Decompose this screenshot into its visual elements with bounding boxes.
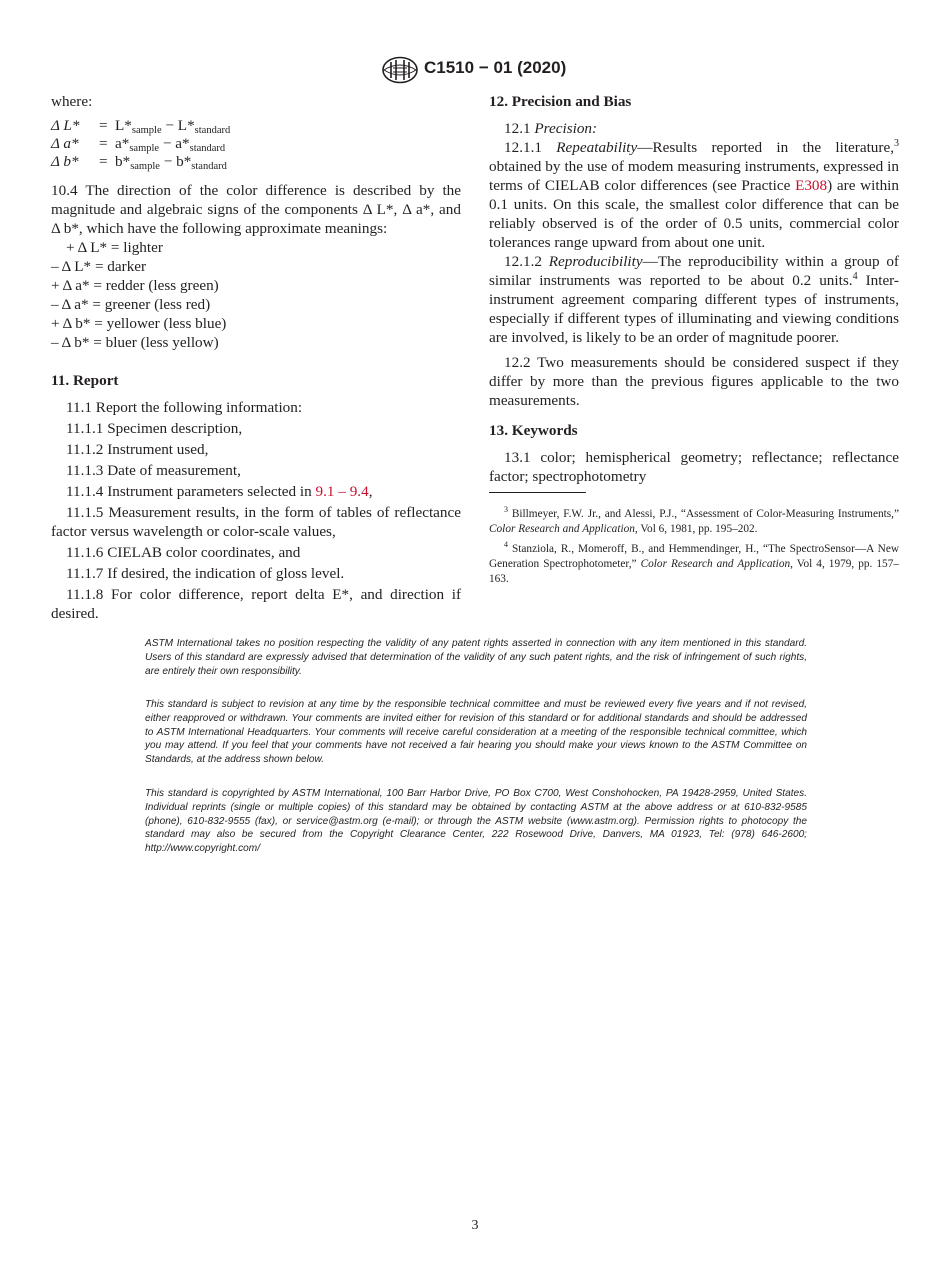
section-11-heading: 11. Report [51,372,119,389]
meaning-item: + Δ a* = redder (less green) [51,277,219,294]
meaning-item: – Δ a* = greener (less red) [51,296,211,313]
meanings-list [51,238,461,352]
right-column [489,92,899,587]
paragraph-11-1-1: 11.1.1 Specimen description, [66,420,243,437]
paragraph-11-1-6: 11.1.6 CIELAB color coordinates, and [66,544,301,561]
equation-row [51,135,230,153]
document-id: C1510 − 01 (2020) [424,58,567,77]
meaning-item: – Δ b* = bluer (less yellow) [51,334,219,351]
where-label: where: [51,93,93,110]
paragraph-11-1-4: 11.1.4 Instrument parameters selected in 9.1 – 9.4, [66,483,373,500]
equation-rhs: $b*_{sample} - b*_{standard}$ [115,153,227,172]
equation-lhs: Δ L* [51,117,80,134]
paragraph-11-1-5: 11.1.5 Measurement results, in the form of tables of reflectance factor versus wavelength or color-scale values, [51,504,461,540]
footnote-ref: 3 [894,138,899,149]
equation-lhs: Δ a* [51,135,79,152]
equation-rhs: $a*_{sample} - a*_{standard}$ [115,135,226,154]
footnote-ref: 4 [852,271,858,282]
equation-equals: = [99,135,108,152]
copyright-notice: This standard is copyrighted by ASTM International, 100 Barr Harbor Drive, PO Box C700, West Conshohocken, PA 19428-2959, United States. Individual reprints (single or multiple copies) of this standard may be obtained by contacting ASTM at the above address or at 610-832-9585 (phone), 610-832-9555 (fax), or service@astm.org (e-mail); or through the ASTM website (www.astm.org). Permission rights to photocopy the standard may also be secured from the Copyright Clearance Center, 222 Rosewood Drive, Danvers, MA 01923, Tel: (978) 646-2600; http://www.copyright.com/ [145,788,807,855]
paragraph-13-1: 13.1 color; hemispherical geometry; reflectance; reflectance factor; spectrophotometry [489,449,899,485]
paragraph-11-1-3: 11.1.3 Date of measurement, [66,462,241,479]
paragraph-10-4: 10.4 The direction of the color difference is described by the magnitude and algebraic signs of the components Δ L*, Δ a*, and Δ b*, which have the following approximate meanings: [51,182,461,237]
equation-rhs: $L*_{sample} - L*_{standard}$ [115,117,231,136]
equation-row [51,153,230,171]
meaning-item: – Δ L* = darker [51,258,147,275]
left-column [51,92,461,623]
paragraph-12-1-1: 12.1.1 Repeatability—Results reported in the literature,$^3$ obtained by the use of modem measuring instruments, expressed in terms of CIELAB color differences (see Practice E308) are within 0.1 units. On this scale, the smallest color difference that can be reliably observed is of the order of 0.5 units, commercial color tolerances range upward from about one unit. [489,138,899,251]
revision-notice: This standard is subject to revision at any time by the responsible technical committee and must be reviewed every five years and if not revised, either reapproved or withdrawn. Your comments are invited either for revision of this standard or for additional standards and should be addressed to ASTM International Headquarters. Your comments will receive careful consideration at a meeting of the responsible technical committee, which you may attend. If you feel that your comments have not received a fair hearing you should make your views known to the ASTM Committee on Standards, at the address shown below. [145,699,807,766]
meaning-item: + Δ L* = lighter [66,239,163,256]
astm-logo-icon [381,56,419,84]
page-number: 3 [471,1218,479,1233]
meaning-item: + Δ b* = yellower (less blue) [51,315,227,332]
footnote-3: $^3$ Billmeyer, F.W. Jr., and Alessi, P.J., “Assessment of Color-Measuring Instruments,” Color Research and Application, Vol 6, 1981, pp. 195–202. [489,505,899,535]
delta-equations [51,117,230,171]
paragraph-11-1-8: 11.1.8 For color difference, report delta E*, and direction if desired. [51,586,461,622]
paragraph-12-2: 12.2 Two measurements should be considered suspect if they differ by more than the previous figures applicable to the two measurements. [489,354,899,409]
paragraph-12-1-2: 12.1.2 Reproducibility—The reproducibility within a group of similar instruments was reported to be about 0.2 units.$^4$ Inter-instrument agreement comparing different types of instruments, especially if different types of illuminating and viewing conditions are involved, is likely to be an order of magnitude poorer. [489,253,899,346]
paragraph-12-1: 12.1 Precision: [504,120,598,137]
section-13-heading: 13. Keywords [489,422,578,439]
section-12-heading: 12. Precision and Bias [489,93,632,110]
paragraph-11-1-2: 11.1.2 Instrument used, [66,441,209,458]
practice-link[interactable]: E308 [795,177,828,194]
equation-lhs: Δ b* [51,153,79,170]
patent-notice: ASTM International takes no position respecting the validity of any patent rights asserted in connection with any item mentioned in this standard. Users of this standard are expressly advised that determination of the validity of any such patent rights, and the risk of infringement of such rights, are entirely their own responsibility. [145,638,807,677]
section-link[interactable]: 9.1 – 9.4 [315,483,369,500]
equation-equals: = [99,153,108,170]
page-header [0,56,950,86]
paragraph-11-1-7: 11.1.7 If desired, the indication of gloss level. [66,565,345,582]
equation-row [51,117,230,135]
footnote-4: $^4$ Stanziola, R., Momeroff, B., and Hemmendinger, H., “The SpectroSensor—A New Generation Spectrophotometer,” Color Research and Application, Vol 4, 1979, pp. 157–163. [489,539,899,585]
footnote-divider [489,492,586,493]
paragraph-11-1: 11.1 Report the following information: [66,399,303,416]
equation-equals: = [99,117,108,134]
